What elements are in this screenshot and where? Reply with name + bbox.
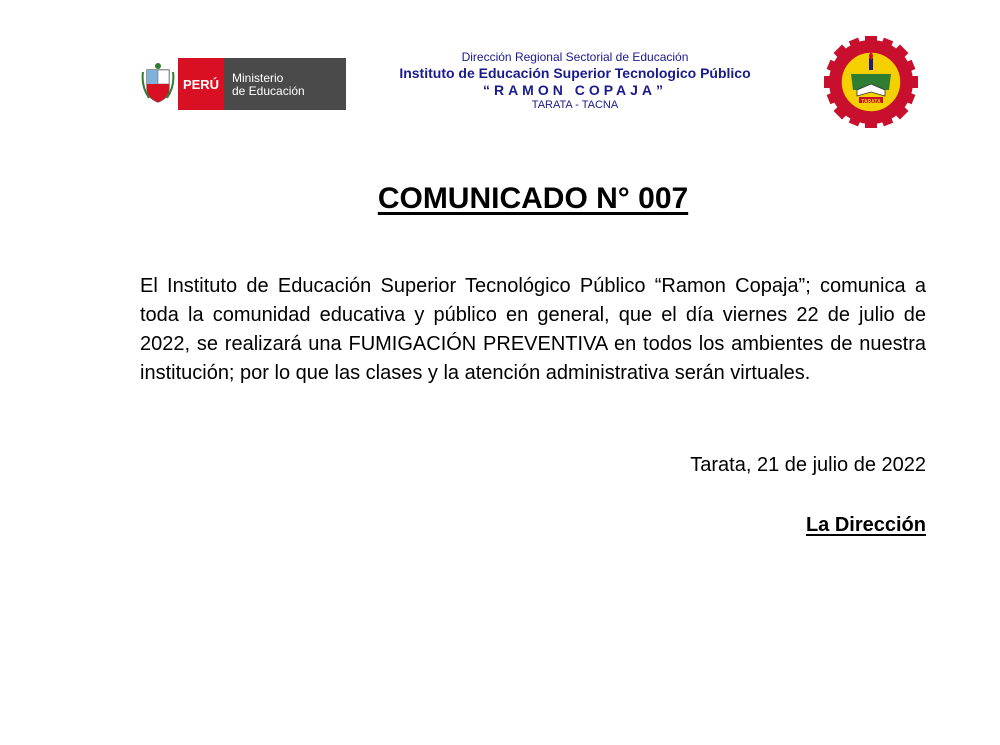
institution-header (360, 50, 790, 112)
peru-coat-of-arms-icon (138, 58, 178, 110)
peru-label: PERÚ (178, 58, 224, 110)
ministry-line1: Ministerio (232, 71, 284, 85)
header-lugar: TARATA - TACNA (531, 99, 619, 111)
header-nombre: “RAMON COPAJA” (482, 82, 668, 98)
minedu-logo (138, 58, 346, 110)
document-date: Tarata, 21 de julio de 2022 (690, 454, 926, 476)
header-direccion: Dirección Regional Sectorial de Educación (461, 50, 689, 64)
document-body: El Instituto de Educación Superior Tecnológico Público “Ramon Copaja”; comunica a toda la comunidad educativa y público en general, que el día viernes 22 de julio de 2022, se realizará una FUMIGACIÓN PREVENTIVA en todos los ambientes de nuestra institución; por lo que las clases y la atención administrativa serán virtuales. (140, 275, 926, 384)
gear-seal-icon (815, 36, 927, 128)
header-instituto: Instituto de Educación Superior Tecnologico Público (399, 65, 751, 81)
ministry-line2: de Educación (232, 84, 305, 98)
document-signature: La Dirección (805, 514, 926, 536)
document-title: COMUNICADO N° 007 (377, 182, 689, 215)
seal-place-text: TARATA (861, 99, 881, 105)
ministry-label (224, 58, 346, 110)
institute-seal (815, 36, 927, 128)
